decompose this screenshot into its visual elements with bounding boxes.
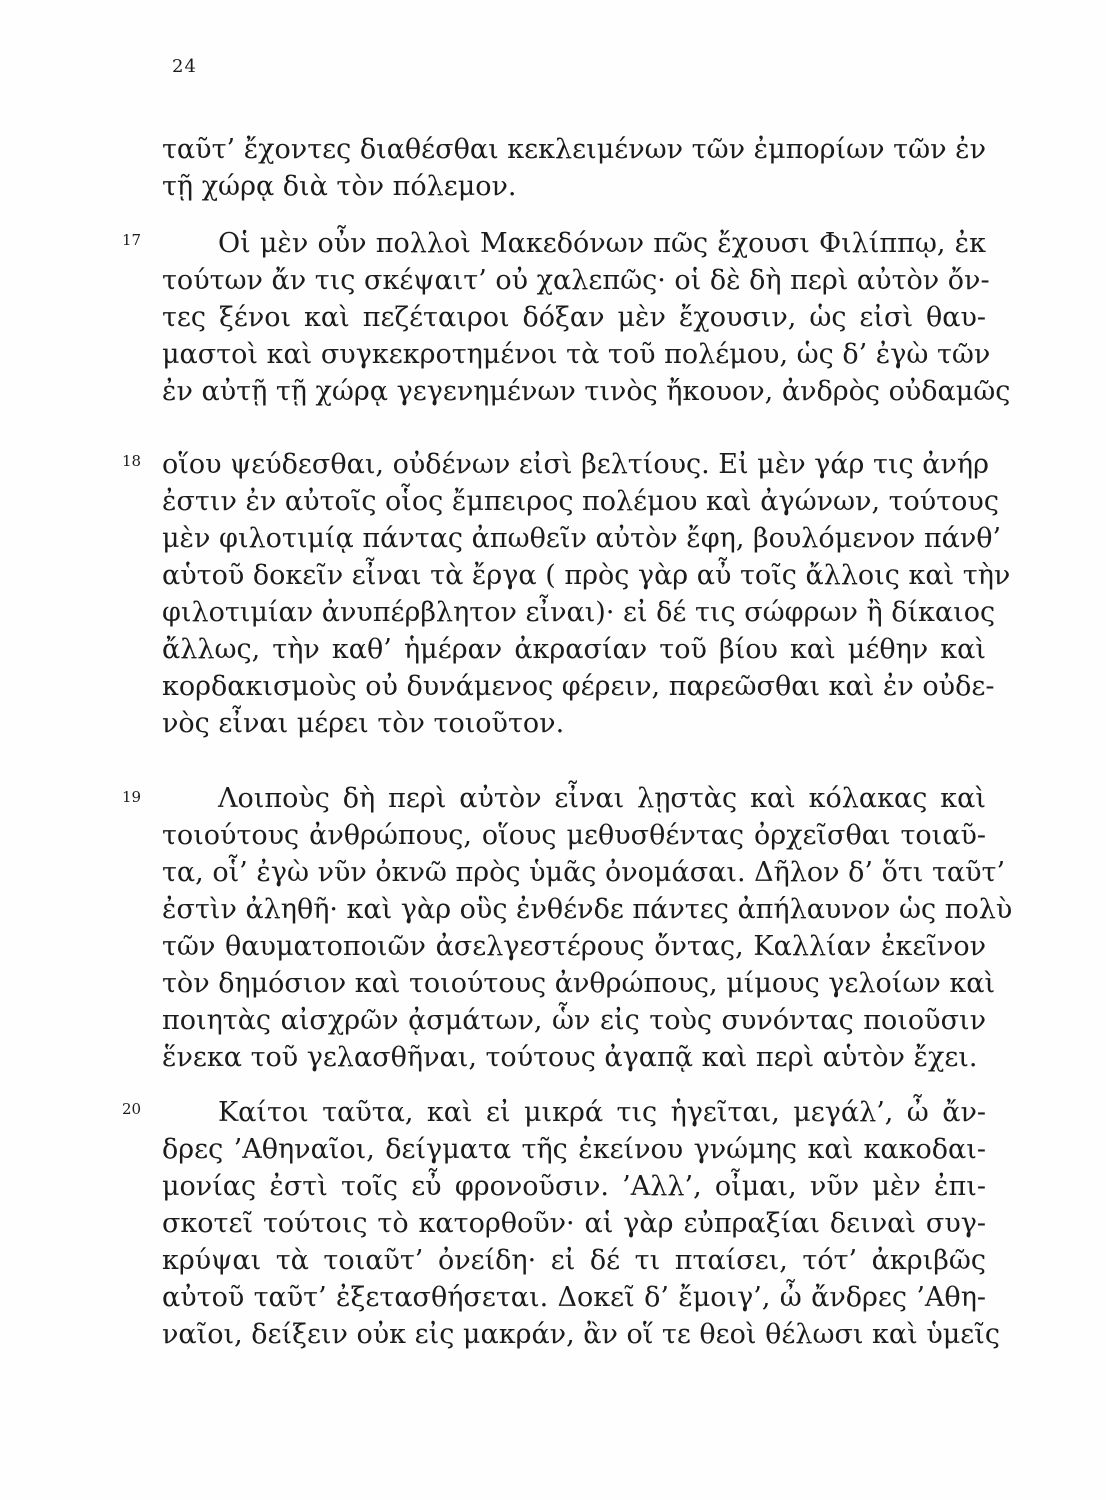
text-line: φιλοτιμίαν ἀνυπέρβλητον εἶναι)· εἰ δέ τις σώφρων ἢ δίκαιος xyxy=(162,597,996,628)
text-line: τῇ χώρᾳ διὰ τὸν πόλεμον. xyxy=(162,171,517,202)
text-line: κορδακισμοὺς οὐ δυνάμενος φέρειν, παρεῶσθαι καὶ ἐν οὐδε- xyxy=(162,671,995,702)
text-line: ἕνεκα τοῦ γελασθῆναι, τούτους ἀγαπᾷ καὶ περὶ αὑτὸν ἔχει. xyxy=(162,1042,978,1073)
page-number: 24 xyxy=(172,56,197,77)
text-line: μαστοὶ καὶ συγκεκροτημένοι τὰ τοῦ πολέμου, ὡς δ’ ἐγὼ τῶν xyxy=(162,339,991,370)
text-line: τοιούτους ἀνθρώπους, οἵους μεθυσθέντας ὀρχεῖσθαι τοιαῦ- xyxy=(162,820,986,851)
text-line: αὑτοῦ δοκεῖν εἶναι τὰ ἔργα ( πρὸς γὰρ αὖ τοῖς ἄλλοις καὶ τὴν xyxy=(162,560,1011,591)
section-number-19: 19 xyxy=(122,788,142,806)
text-line: ἐν αὐτῇ τῇ χώρᾳ γεγενημένων τινὸς ἤκουον, ἀνδρὸς οὐδαμῶς xyxy=(162,376,1011,407)
text-line: Καίτοι ταῦτα, καὶ εἰ μικρά τις ἡγεῖται, μεγάλ’, ὦ ἄν- xyxy=(218,1097,986,1128)
section-number-18: 18 xyxy=(122,452,142,470)
text-line: τούτων ἄν τις σκέψαιτ’ οὐ χαλεπῶς· οἱ δὲ δὴ περὶ αὐτὸν ὄν- xyxy=(162,265,990,296)
text-line: τες ξένοι καὶ πεζέταιροι δόξαν μὲν ἔχουσιν, ὡς εἰσὶ θαυ- xyxy=(162,302,986,333)
text-line: Οἱ μὲν οὖν πολλοὶ Μακεδόνων πῶς ἔχουσι Φιλίππῳ, ἐκ xyxy=(218,228,986,259)
text-line: ἐστιν ἐν αὐτοῖς οἷος ἔμπειρος πολέμου καὶ ἀγώνων, τούτους xyxy=(162,486,999,517)
text-line: σκοτεῖ τούτοις τὸ κατορθοῦν· αἱ γὰρ εὐπραξίαι δειναὶ συγ- xyxy=(162,1208,986,1239)
text-line: ἐστὶν ἀληθῆ· καὶ γὰρ οὓς ἐνθένδε πάντες ἀπήλαυνον ὡς πολὺ xyxy=(162,894,1013,925)
text-line: αὐτοῦ ταῦτ’ ἐξετασθήσεται. Δοκεῖ δ’ ἔμοιγ’, ὦ ἄνδρες ’Αθη- xyxy=(162,1282,986,1313)
text-line: τα, οἷ’ ἐγὼ νῦν ὀκνῶ πρὸς ὑμᾶς ὀνομάσαι. Δῆλον δ’ ὅτι ταῦτ’ xyxy=(162,857,1006,888)
text-line: ἄλλως, τὴν καθ’ ἡμέραν ἀκρασίαν τοῦ βίου καὶ μέθην καὶ xyxy=(162,634,986,665)
text-line: μὲν φιλοτιμίᾳ πάντας ἀπωθεῖν αὐτὸν ἔφη, βουλόμενον πάνθ’ xyxy=(162,523,1002,554)
text-line: ποιητὰς αἰσχρῶν ᾀσμάτων, ὧν εἰς τοὺς συνόντας ποιοῦσιν xyxy=(162,1005,986,1036)
text-line: τῶν θαυματοποιῶν ἀσελγεστέρους ὄντας, Καλλίαν ἐκεῖνον xyxy=(162,931,986,962)
text-line: οἵου ψεύδεσθαι, οὐδένων εἰσὶ βελτίους. Εἰ μὲν γάρ τις ἀνήρ xyxy=(162,449,989,480)
text-line: Λοιποὺς δὴ περὶ αὐτὸν εἶναι λῃστὰς καὶ κόλακας καὶ xyxy=(218,783,986,814)
text-line: ταῦτ’ ἔχοντες διαθέσθαι κεκλειμένων τῶν ἐμπορίων τῶν ἐν xyxy=(162,134,986,165)
section-number-20: 20 xyxy=(122,1100,142,1118)
text-line: τὸν δημόσιον καὶ τοιούτους ἀνθρώπους, μίμους γελοίων καὶ xyxy=(162,968,996,999)
text-line: κρύψαι τὰ τοιαῦτ’ ὀνείδη· εἰ δέ τι πταίσει, τότ’ ἀκριβῶς xyxy=(162,1245,986,1276)
section-number-17: 17 xyxy=(122,231,142,249)
text-line: μονίας ἐστὶ τοῖς εὖ φρονοῦσιν. ’Αλλ’, οἶμαι, νῦν μὲν ἐπι- xyxy=(162,1171,986,1202)
text-line: νὸς εἶναι μέρει τὸν τοιοῦτον. xyxy=(162,708,565,739)
text-line: δρες ’Αθηναῖοι, δείγματα τῆς ἐκείνου γνώμης καὶ κακοδαι- xyxy=(162,1134,986,1165)
text-line: ναῖοι, δείξειν οὐκ εἰς μακράν, ἂν οἵ τε θεοὶ θέλωσι καὶ ὑμεῖς xyxy=(162,1319,1000,1350)
